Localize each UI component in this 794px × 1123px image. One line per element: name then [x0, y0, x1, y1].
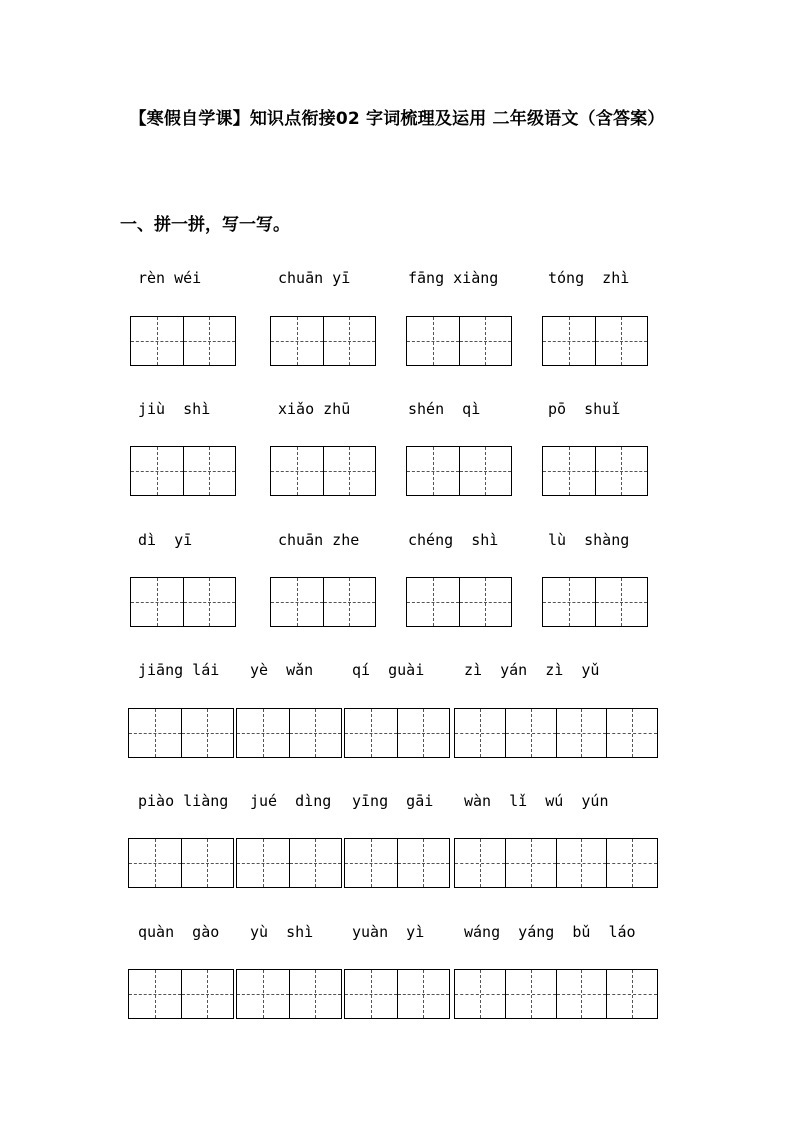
pinyin-label: jiāng lái [138, 661, 220, 679]
pinyin-label: quàn gào [138, 923, 220, 941]
writing-grid[interactable] [130, 577, 236, 627]
tianzige-cell[interactable] [398, 709, 450, 757]
tianzige-cell[interactable] [543, 578, 596, 626]
tianzige-cell[interactable] [345, 839, 398, 887]
writing-grid[interactable] [236, 838, 342, 888]
tianzige-cell[interactable] [596, 578, 648, 626]
tianzige-cell[interactable] [543, 317, 596, 365]
tianzige-cell[interactable] [184, 578, 236, 626]
writing-grid[interactable] [406, 316, 512, 366]
writing-grid[interactable] [406, 446, 512, 496]
writing-grid[interactable] [454, 708, 658, 758]
tianzige-cell[interactable] [131, 578, 184, 626]
tianzige-cell[interactable] [506, 709, 557, 757]
tianzige-cell[interactable] [237, 709, 290, 757]
pinyin-label: tóng zhì [548, 269, 630, 287]
tianzige-cell[interactable] [129, 970, 182, 1018]
writing-grid[interactable] [128, 969, 234, 1019]
pinyin-label: chuān yī [278, 269, 351, 287]
tianzige-cell[interactable] [398, 839, 450, 887]
tianzige-cell[interactable] [182, 709, 234, 757]
writing-grid[interactable] [130, 446, 236, 496]
pinyin-label: wàn lǐ wú yún [464, 792, 609, 810]
writing-grid[interactable] [270, 316, 376, 366]
pinyin-label: yè wǎn [250, 661, 314, 679]
writing-grid[interactable] [270, 577, 376, 627]
tianzige-cell[interactable] [182, 839, 234, 887]
tianzige-cell[interactable] [129, 709, 182, 757]
pinyin-label: jué dìng [250, 792, 332, 810]
tianzige-cell[interactable] [460, 317, 512, 365]
tianzige-cell[interactable] [271, 447, 324, 495]
pinyin-label: pō shuǐ [548, 400, 621, 418]
page-title: 【寒假自学课】知识点衔接02 字词梳理及运用 二年级语文（含答案） [129, 109, 665, 129]
tianzige-cell[interactable] [607, 970, 657, 1018]
tianzige-cell[interactable] [460, 447, 512, 495]
tianzige-cell[interactable] [506, 839, 557, 887]
tianzige-cell[interactable] [237, 970, 290, 1018]
writing-grid[interactable] [344, 708, 450, 758]
tianzige-cell[interactable] [407, 447, 460, 495]
tianzige-cell[interactable] [290, 709, 342, 757]
writing-grid[interactable] [406, 577, 512, 627]
pinyin-label: piào liàng [138, 792, 229, 810]
writing-grid[interactable] [236, 969, 342, 1019]
tianzige-cell[interactable] [345, 970, 398, 1018]
tianzige-cell[interactable] [596, 447, 648, 495]
tianzige-cell[interactable] [290, 839, 342, 887]
writing-grid[interactable] [344, 838, 450, 888]
tianzige-cell[interactable] [607, 839, 657, 887]
tianzige-cell[interactable] [455, 839, 506, 887]
pinyin-label: yù shì [250, 923, 314, 941]
tianzige-cell[interactable] [557, 970, 608, 1018]
pinyin-label: yuàn yì [352, 923, 425, 941]
tianzige-cell[interactable] [131, 447, 184, 495]
tianzige-cell[interactable] [129, 839, 182, 887]
writing-grid[interactable] [128, 838, 234, 888]
tianzige-cell[interactable] [398, 970, 450, 1018]
tianzige-cell[interactable] [182, 970, 234, 1018]
tianzige-cell[interactable] [184, 317, 236, 365]
tianzige-cell[interactable] [324, 447, 376, 495]
tianzige-cell[interactable] [324, 317, 376, 365]
writing-grid[interactable] [542, 446, 648, 496]
pinyin-label: fāng xiàng [408, 269, 499, 287]
pinyin-label: chéng shì [408, 531, 499, 549]
pinyin-label: xiǎo zhū [278, 400, 351, 418]
tianzige-cell[interactable] [596, 317, 648, 365]
tianzige-cell[interactable] [407, 317, 460, 365]
tianzige-cell[interactable] [324, 578, 376, 626]
pinyin-label: dì yī [138, 531, 193, 549]
pinyin-label: wáng yáng bǔ láo [464, 923, 636, 941]
writing-grid[interactable] [128, 708, 234, 758]
tianzige-cell[interactable] [290, 970, 342, 1018]
tianzige-cell[interactable] [345, 709, 398, 757]
section-heading: 一、拼一拼，写一写。 [120, 215, 290, 235]
pinyin-label: qí guài [352, 661, 425, 679]
tianzige-cell[interactable] [455, 709, 506, 757]
pinyin-label: rèn wéi [138, 269, 202, 287]
tianzige-cell[interactable] [184, 447, 236, 495]
writing-grid[interactable] [542, 316, 648, 366]
tianzige-cell[interactable] [506, 970, 557, 1018]
tianzige-cell[interactable] [460, 578, 512, 626]
pinyin-label: jiù shì [138, 400, 211, 418]
writing-grid[interactable] [270, 446, 376, 496]
writing-grid[interactable] [344, 969, 450, 1019]
tianzige-cell[interactable] [557, 709, 608, 757]
writing-grid[interactable] [236, 708, 342, 758]
pinyin-label: lù shàng [548, 531, 630, 549]
tianzige-cell[interactable] [607, 709, 657, 757]
writing-grid[interactable] [454, 838, 658, 888]
writing-grid[interactable] [130, 316, 236, 366]
pinyin-label: yīng gāi [352, 792, 434, 810]
pinyin-label: zì yán zì yǔ [464, 661, 600, 679]
pinyin-label: chuān zhe [278, 531, 360, 549]
writing-grid[interactable] [542, 577, 648, 627]
writing-grid[interactable] [454, 969, 658, 1019]
tianzige-cell[interactable] [237, 839, 290, 887]
tianzige-cell[interactable] [271, 578, 324, 626]
tianzige-cell[interactable] [543, 447, 596, 495]
tianzige-cell[interactable] [407, 578, 460, 626]
tianzige-cell[interactable] [557, 839, 608, 887]
tianzige-cell[interactable] [271, 317, 324, 365]
tianzige-cell[interactable] [455, 970, 506, 1018]
tianzige-cell[interactable] [131, 317, 184, 365]
pinyin-label: shén qì [408, 400, 481, 418]
